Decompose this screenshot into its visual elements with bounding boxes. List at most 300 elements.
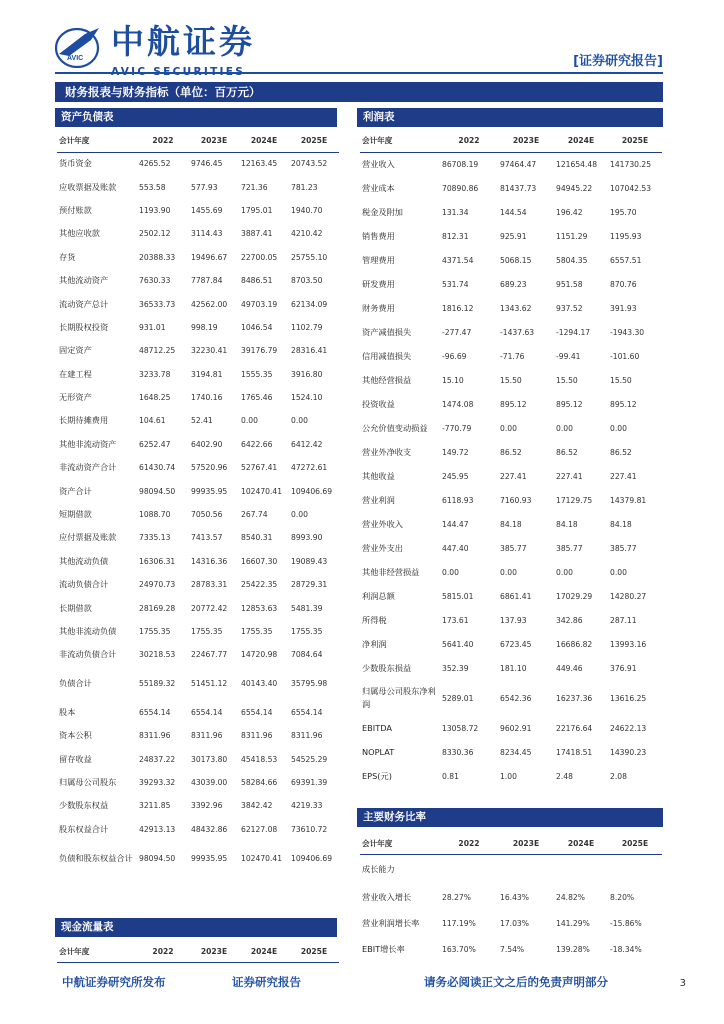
cell-value: 86.52 xyxy=(610,447,632,457)
cell-value: 195.70 xyxy=(610,207,637,217)
cell-value: 13616.25 xyxy=(610,693,647,703)
cell-value: 5481.39 xyxy=(291,603,323,613)
row-label: 无形资产 xyxy=(59,392,92,403)
cell-value: 689.23 xyxy=(500,279,527,289)
column-header-label: 会计年度 xyxy=(57,942,137,962)
cell-value: -96.69 xyxy=(442,351,467,361)
income-statement-table xyxy=(360,130,662,788)
cell-value: 1455.69 xyxy=(191,205,223,215)
table-row xyxy=(360,680,662,716)
cell-value: 0.81 xyxy=(442,771,459,781)
brand-name-cn: 中航证券 xyxy=(111,22,255,61)
table-row xyxy=(57,596,339,619)
column-header-year: 2025E xyxy=(289,130,339,152)
cell-value: 24.82% xyxy=(556,892,585,902)
cell-value: 287.11 xyxy=(610,615,637,625)
balance-sheet-table xyxy=(57,130,339,877)
cell-value: 0.00 xyxy=(291,510,308,520)
cell-value: 447.40 xyxy=(442,543,469,553)
cell-value: 1524.10 xyxy=(291,393,323,403)
cell-value: 45418.53 xyxy=(241,754,278,764)
cash-flow-title: 现金流量表 xyxy=(55,918,337,937)
cell-value: 47272.61 xyxy=(291,463,328,473)
cell-value: 895.12 xyxy=(556,399,583,409)
column-header-year: 2023E xyxy=(498,130,554,152)
cell-value: 0.00 xyxy=(241,416,258,426)
cell-value: 28783.31 xyxy=(191,580,228,590)
cell-value: 3916.80 xyxy=(291,369,323,379)
avic-logo-icon xyxy=(55,24,103,68)
column-header-year: 2022 xyxy=(440,834,498,854)
table-row xyxy=(57,433,339,456)
cell-value: 5068.15 xyxy=(500,255,532,265)
cell-value: 48712.25 xyxy=(139,346,176,356)
column-header-year: 2022 xyxy=(137,942,189,962)
cell-value: 8330.36 xyxy=(442,747,474,757)
page-number: 3 xyxy=(679,978,686,989)
cell-value: 141.29% xyxy=(556,918,590,928)
cell-value: -15.86% xyxy=(610,918,642,928)
row-label: 营业利润增长率 xyxy=(362,917,420,928)
cell-value: 28.27% xyxy=(442,892,471,902)
table-row xyxy=(360,176,662,200)
footer-report-label: 证券研究报告 xyxy=(232,975,301,989)
cell-value: 8993.90 xyxy=(291,533,323,543)
cell-value: 61430.74 xyxy=(139,463,176,473)
cell-value: 117.19% xyxy=(442,918,476,928)
cell-value: 1740.16 xyxy=(191,393,223,403)
cell-value: 28169.28 xyxy=(139,603,176,613)
cell-value: 352.39 xyxy=(442,663,469,673)
cell-value: 6118.93 xyxy=(442,495,474,505)
cell-value: 20388.33 xyxy=(139,252,176,262)
cell-value: -71.76 xyxy=(500,351,525,361)
cell-value: 20743.52 xyxy=(291,159,328,169)
table-row xyxy=(57,409,339,432)
cell-value: 62127.08 xyxy=(241,824,278,834)
cell-value: 376.91 xyxy=(610,663,637,673)
row-label: EBIT增长率 xyxy=(362,943,405,954)
table-row xyxy=(57,456,339,479)
row-label: 营业外净收支 xyxy=(362,446,412,457)
cell-value: 13993.16 xyxy=(610,639,647,649)
cell-value: 6557.51 xyxy=(610,255,642,265)
logo-text: AVIC xyxy=(67,55,84,62)
cell-value: 17029.29 xyxy=(556,591,593,601)
table-row xyxy=(57,818,339,841)
cell-value: 70890.86 xyxy=(442,183,479,193)
report-type-label: [证券研究报告] xyxy=(573,54,663,69)
cell-value: 4265.52 xyxy=(139,159,171,169)
cell-value: 7787.84 xyxy=(191,276,223,286)
table-row xyxy=(57,269,339,292)
table-row xyxy=(360,224,662,248)
cell-value: 43039.00 xyxy=(191,777,228,787)
row-label: 非流动资产合计 xyxy=(59,462,117,473)
cell-value: 385.77 xyxy=(556,543,583,553)
cell-value: 24837.22 xyxy=(139,754,176,764)
cell-value: 0.00 xyxy=(500,567,517,577)
table-row xyxy=(360,764,662,788)
cell-value: 1.00 xyxy=(500,771,517,781)
ratios-table xyxy=(360,834,662,962)
table-header-row xyxy=(57,942,339,962)
cell-value: 102470.41 xyxy=(241,854,283,864)
cell-value: 1088.70 xyxy=(139,510,171,520)
cell-value: 0.00 xyxy=(556,423,573,433)
table-row xyxy=(57,152,339,175)
cell-value: 54525.29 xyxy=(291,754,328,764)
cell-value: 8.20% xyxy=(610,892,635,902)
cell-value: -99.41 xyxy=(556,351,581,361)
cell-value: 16306.31 xyxy=(139,556,176,566)
cell-value: 98094.50 xyxy=(139,854,176,864)
table-row xyxy=(360,248,662,272)
cell-value: 57520.96 xyxy=(191,463,228,473)
cell-value: 998.19 xyxy=(191,322,218,332)
cell-value: 8540.31 xyxy=(241,533,273,543)
row-label: 长期股权投资 xyxy=(59,321,109,332)
row-label: 其他非流动资产 xyxy=(59,438,117,449)
row-label: 少数股东损益 xyxy=(362,662,412,673)
cell-value: 951.58 xyxy=(556,279,583,289)
table-row xyxy=(57,667,339,701)
cell-value: 52.41 xyxy=(191,416,213,426)
row-label: 固定资产 xyxy=(59,345,92,356)
cell-value: 99935.95 xyxy=(191,486,228,496)
row-label: 营业外支出 xyxy=(362,542,403,553)
cell-value: 62134.09 xyxy=(291,299,328,309)
footer-publisher: 中航证券研究所发布 xyxy=(62,975,166,989)
row-label: 股本 xyxy=(59,706,76,717)
table-row xyxy=(360,936,662,962)
cell-value: 6252.47 xyxy=(139,439,171,449)
cell-value: 30218.53 xyxy=(139,650,176,660)
column-header-year: 2022 xyxy=(440,130,498,152)
cell-value: 8703.50 xyxy=(291,276,323,286)
cell-value: 1151.29 xyxy=(556,231,588,241)
cell-value: 99935.95 xyxy=(191,854,228,864)
cell-value: -1943.30 xyxy=(610,327,645,337)
cell-value: 1343.62 xyxy=(500,303,532,313)
column-header-year: 2023E xyxy=(498,834,554,854)
row-label: 其他非流动负债 xyxy=(59,626,117,636)
row-label: 存货 xyxy=(59,251,76,262)
cell-value: -18.34% xyxy=(610,944,642,954)
row-label: EBITDA xyxy=(362,723,392,733)
cell-value: 6861.41 xyxy=(500,591,532,601)
cell-value: 227.41 xyxy=(610,471,637,481)
column-header-year: 2025E xyxy=(608,834,662,854)
cell-value: 7.54% xyxy=(500,944,525,954)
row-label: 长期待摊费用 xyxy=(59,415,109,426)
cell-value: 196.42 xyxy=(556,207,583,217)
cell-value: 163.70% xyxy=(442,944,476,954)
column-header-year: 2025E xyxy=(289,942,339,962)
cell-value: 102470.41 xyxy=(241,486,283,496)
table-row xyxy=(57,292,339,315)
row-label: 其他流动资产 xyxy=(59,275,109,286)
table-row xyxy=(360,716,662,740)
row-label: 销售费用 xyxy=(362,230,395,241)
cell-value: 553.58 xyxy=(139,182,166,192)
cell-value: 25422.35 xyxy=(241,580,278,590)
cell-value: 39176.79 xyxy=(241,346,278,356)
table-row xyxy=(360,740,662,764)
cell-value: 342.86 xyxy=(556,615,583,625)
cell-value: 16.43% xyxy=(500,892,529,902)
row-label: 营业收入增长 xyxy=(362,891,412,902)
table-row xyxy=(57,841,339,877)
table-row xyxy=(360,392,662,416)
cell-value: 6542.36 xyxy=(500,693,532,703)
cell-value: 5289.01 xyxy=(442,693,474,703)
cell-value: 1046.54 xyxy=(241,322,273,332)
cell-value: 8311.96 xyxy=(191,731,223,741)
table-row xyxy=(360,512,662,536)
cell-value: 32230.41 xyxy=(191,346,228,356)
row-label: 资产合计 xyxy=(59,485,92,496)
balance-sheet-title: 资产负债表 xyxy=(55,108,337,127)
column-header-year: 2024E xyxy=(239,942,289,962)
cell-value: 1102.79 xyxy=(291,322,323,332)
cell-value: 7160.93 xyxy=(500,495,532,505)
cell-value: 5815.01 xyxy=(442,591,474,601)
cell-value: 781.23 xyxy=(291,182,318,192)
cell-value: 104.61 xyxy=(139,416,166,426)
row-label: 在建工程 xyxy=(59,368,92,379)
cell-value: 97464.47 xyxy=(500,159,537,169)
income-statement-title: 利润表 xyxy=(357,108,663,127)
cell-value: 3392.96 xyxy=(191,801,223,811)
row-label: 归属母公司股东 xyxy=(59,776,117,787)
cell-value: 109406.69 xyxy=(291,854,333,864)
table-row xyxy=(360,416,662,440)
table-row xyxy=(57,363,339,386)
cell-value: 5641.40 xyxy=(442,639,474,649)
table-row xyxy=(360,152,662,176)
cell-value: 937.52 xyxy=(556,303,583,313)
table-row xyxy=(360,344,662,368)
group-row xyxy=(360,854,662,884)
cell-value: 98094.50 xyxy=(139,486,176,496)
column-header-label: 会计年度 xyxy=(360,130,440,152)
table-row xyxy=(360,884,662,910)
table-row xyxy=(57,643,339,666)
cell-value: 9602.91 xyxy=(500,723,532,733)
cell-value: 267.74 xyxy=(241,510,268,520)
cell-value: 49703.19 xyxy=(241,299,278,309)
cell-value: 73610.72 xyxy=(291,824,328,834)
cell-value: 6412.42 xyxy=(291,439,323,449)
cell-value: 107042.53 xyxy=(610,183,652,193)
cell-value: 0.00 xyxy=(291,416,308,426)
cell-value: 449.46 xyxy=(556,663,583,673)
cell-value: -101.60 xyxy=(610,351,640,361)
table-row xyxy=(360,536,662,560)
row-label: 负债和股东权益合计 xyxy=(59,853,133,864)
cell-value: -1437.63 xyxy=(500,327,535,337)
cell-value: 14390.23 xyxy=(610,747,647,757)
row-label: 投资收益 xyxy=(362,398,395,409)
cell-value: 1193.90 xyxy=(139,205,171,215)
cell-value: 141730.25 xyxy=(610,159,652,169)
column-header-label: 会计年度 xyxy=(57,130,137,152)
cell-value: 24970.73 xyxy=(139,580,176,590)
cell-value: 1765.46 xyxy=(241,393,273,403)
row-label: 财务费用 xyxy=(362,302,395,313)
table-row xyxy=(57,771,339,794)
table-row xyxy=(360,632,662,656)
table-row xyxy=(57,701,339,724)
cell-value: 17129.75 xyxy=(556,495,593,505)
row-label: 净利润 xyxy=(362,638,387,649)
cell-value: 20772.42 xyxy=(191,603,228,613)
table-row xyxy=(360,296,662,320)
cell-value: 58284.66 xyxy=(241,777,278,787)
row-label: 管理费用 xyxy=(362,254,395,265)
row-label: 营业成本 xyxy=(362,182,395,193)
cell-value: 69391.39 xyxy=(291,777,328,787)
table-row xyxy=(57,724,339,747)
row-label: 其他应收款 xyxy=(59,228,100,239)
cell-value: 6554.14 xyxy=(191,707,223,717)
cell-value: 0.00 xyxy=(500,423,517,433)
cell-value: 131.34 xyxy=(442,207,469,217)
cell-value: 895.12 xyxy=(500,399,527,409)
table-row xyxy=(57,526,339,549)
cell-value: 40143.40 xyxy=(241,679,278,689)
cell-value: 144.47 xyxy=(442,519,469,529)
cell-value: 14379.81 xyxy=(610,495,647,505)
header-divider xyxy=(55,72,663,74)
cell-value: 2.48 xyxy=(556,771,573,781)
table-row xyxy=(360,272,662,296)
row-label: 短期借款 xyxy=(59,509,92,520)
cell-value: 1755.35 xyxy=(191,627,223,636)
cell-value: 22700.05 xyxy=(241,252,278,262)
cell-value: 4210.42 xyxy=(291,229,323,239)
row-label: 研发费用 xyxy=(362,278,395,289)
column-header-year: 2023E xyxy=(189,942,239,962)
cell-value: 4219.33 xyxy=(291,801,323,811)
cell-value: 28316.41 xyxy=(291,346,328,356)
table-row xyxy=(57,246,339,269)
table-row xyxy=(57,794,339,817)
cell-value: 17.03% xyxy=(500,918,529,928)
cash-flow-table xyxy=(57,942,339,963)
cell-value: 7413.57 xyxy=(191,533,223,543)
table-row xyxy=(360,320,662,344)
cell-value: 1940.70 xyxy=(291,205,323,215)
cell-value: 1755.35 xyxy=(291,627,323,636)
row-label: 留存收益 xyxy=(59,753,92,764)
column-header-year: 2024E xyxy=(239,130,289,152)
cell-value: 22176.64 xyxy=(556,723,593,733)
table-row xyxy=(360,910,662,936)
row-label: 资产减值损失 xyxy=(362,326,412,337)
cell-value: 1755.35 xyxy=(241,627,273,636)
cell-value: 137.93 xyxy=(500,615,527,625)
cell-value: 52767.41 xyxy=(241,463,278,473)
cell-value: 94945.22 xyxy=(556,183,593,193)
row-label: 税金及附加 xyxy=(362,206,403,217)
cell-value: 1648.25 xyxy=(139,393,171,403)
column-header-year: 2024E xyxy=(554,834,608,854)
cell-value: 15.50 xyxy=(500,375,522,385)
row-label: 流动资产总计 xyxy=(59,298,109,309)
cell-value: 931.01 xyxy=(139,322,166,332)
row-label: 营业收入 xyxy=(362,158,395,169)
column-header-year: 2024E xyxy=(554,130,608,152)
row-label: 利润总额 xyxy=(362,590,395,601)
cell-value: 4371.54 xyxy=(442,255,474,265)
cell-value: 25755.10 xyxy=(291,252,328,262)
cell-value: 19496.67 xyxy=(191,252,228,262)
cell-value: 15.10 xyxy=(442,375,464,385)
cell-value: 3887.41 xyxy=(241,229,273,239)
cell-value: 0.00 xyxy=(610,567,627,577)
cell-value: 35795.98 xyxy=(291,679,328,689)
row-label: 负债合计 xyxy=(59,678,92,689)
table-row xyxy=(57,620,339,643)
cell-value: 173.61 xyxy=(442,615,469,625)
cell-value: 0.00 xyxy=(610,423,627,433)
cell-value: 1555.35 xyxy=(241,369,273,379)
cell-value: 6554.14 xyxy=(291,707,323,717)
cell-value: 14720.98 xyxy=(241,650,278,660)
table-row xyxy=(360,488,662,512)
table-row xyxy=(360,608,662,632)
row-label: 所得税 xyxy=(362,614,387,625)
cell-value: 7630.33 xyxy=(139,276,171,286)
row-label: NOPLAT xyxy=(362,747,395,757)
column-header-year: 2025E xyxy=(608,130,662,152)
row-label: EPS(元) xyxy=(362,770,392,781)
table-row xyxy=(360,464,662,488)
table-row xyxy=(57,199,339,222)
cell-value: 19089.43 xyxy=(291,556,328,566)
table-row xyxy=(360,584,662,608)
cell-value: 8486.51 xyxy=(241,276,273,286)
cell-value: 121654.48 xyxy=(556,159,598,169)
row-label: 其他经营损益 xyxy=(362,374,412,385)
cell-value: 2.08 xyxy=(610,771,627,781)
cell-value: 3114.43 xyxy=(191,229,223,239)
cell-value: -277.47 xyxy=(442,327,472,337)
row-label: 长期借款 xyxy=(59,602,92,613)
row-label: 流动负债合计 xyxy=(59,579,109,590)
cell-value: 812.31 xyxy=(442,231,469,241)
cell-value: 3211.85 xyxy=(139,801,171,811)
table-row xyxy=(360,560,662,584)
cell-value: 925.91 xyxy=(500,231,527,241)
cell-value: -1294.17 xyxy=(556,327,591,337)
cell-value: 139.28% xyxy=(556,944,590,954)
cell-value: 8311.96 xyxy=(241,731,273,741)
table-header-row xyxy=(57,130,339,152)
cell-value: 8311.96 xyxy=(139,731,171,741)
cell-value: 1795.01 xyxy=(241,205,273,215)
cell-value: 15.50 xyxy=(610,375,632,385)
row-label: 其他流动负债 xyxy=(59,555,109,566)
cell-value: 721.36 xyxy=(241,182,268,192)
cell-value: 6402.90 xyxy=(191,439,223,449)
cell-value: 17418.51 xyxy=(556,747,593,757)
cell-value: 7084.64 xyxy=(291,650,323,660)
cell-value: 14280.27 xyxy=(610,591,647,601)
cell-value: 16607.30 xyxy=(241,556,278,566)
